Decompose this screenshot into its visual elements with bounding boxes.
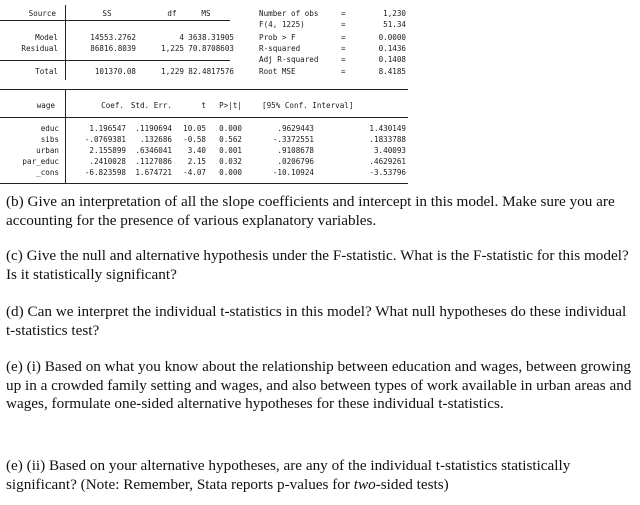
fit-stat-eq: =: [341, 33, 346, 42]
anova-row-df: 4: [179, 33, 184, 42]
anova-row-label: Total: [35, 67, 58, 76]
coef-row-ci-low: .0206796: [277, 157, 314, 166]
anova-row-ss: 14553.2762: [90, 33, 136, 42]
coef-row-ci-low: -10.10924: [272, 168, 314, 177]
anova-row-ms: 82.4817576: [188, 67, 234, 76]
anova-header-ss: SS: [102, 9, 112, 18]
coef-bottom-rule: [0, 183, 408, 184]
anova-row-ss: 101370.08: [94, 67, 136, 76]
fit-stat-eq: =: [341, 20, 346, 29]
anova-header-df: df: [167, 9, 177, 18]
anova-row-df: 1,225: [161, 44, 184, 53]
anova-row-ms: 70.8708603: [188, 44, 234, 53]
anova-row-ms: 3638.31905: [188, 33, 234, 42]
coef-row-t: -4.07: [183, 168, 206, 177]
fit-stat-value: 8.4185: [378, 67, 406, 76]
question-e-ii-tail: -sided tests): [375, 475, 449, 493]
coef-row-se: .6346041: [135, 146, 172, 155]
anova-row-label: Residual: [21, 44, 58, 53]
coef-row-se: .1127086: [135, 157, 172, 166]
fit-stat-value: 0.0000: [378, 33, 406, 42]
coef-header-coef: Coef.: [101, 101, 124, 110]
fit-stat-value: 0.1436: [378, 44, 406, 53]
fit-stat-eq: =: [341, 9, 346, 18]
coef-row-se: .1190694: [135, 124, 172, 133]
question-d: (d) Can we interpret the individual t-statistics in this model? What null hypotheses do these individual t-statistics test?: [6, 303, 627, 339]
coef-row-p: 0.000: [219, 168, 242, 177]
coef-row-p: 0.001: [219, 146, 242, 155]
coef-row-ci-low: -.3372551: [272, 135, 314, 144]
fit-stat-eq: =: [341, 44, 346, 53]
coef-row-var: _cons: [36, 168, 59, 177]
anova-row-ss: 86816.8039: [90, 44, 136, 53]
fit-stat-value: 51.34: [383, 20, 406, 29]
coef-row-var: par_educ: [22, 157, 59, 166]
coef-row-ci-low: .9629443: [277, 124, 314, 133]
fit-stat-eq: =: [341, 67, 346, 76]
anova-header-rule: [0, 20, 230, 21]
question-c: (c) Give the null and alternative hypothesis under the F-statistic. What is the F-statistic for this model? Is it statistically significant?: [6, 247, 629, 283]
coef-header-p: P>|t|: [219, 101, 242, 110]
coef-row-ci-high: 3.40093: [373, 146, 406, 155]
coef-row-ci-high: .4629261: [369, 157, 406, 166]
question-e-ii: [6, 457, 636, 494]
coef-row-coef: 2.155899: [89, 146, 126, 155]
coef-row-t: 3.40: [187, 146, 206, 155]
fit-stat-value: 0.1408: [378, 55, 406, 64]
question-e-i: (e) (i) Based on what you know about the relationship between education and wages, between growing up in a crowded family setting and wages, and also between types of work available in urban areas and wages, formulate one-sided alternative hypotheses for these individual t-statistics.: [6, 358, 632, 412]
coef-row-t: -0.58: [183, 135, 206, 144]
fit-stat-eq: =: [341, 55, 346, 64]
question-e-ii-text: (e) (ii) Based on your alternative hypotheses, are any of the individual t-statistics statistically significant? (Note: Remember, Stata reports p-values for: [6, 457, 571, 493]
question-b: (b) Give an interpretation of all the slope coefficients and intercept in this model. Make sure you are accounting for the presence of various explanatory variables.: [6, 193, 615, 229]
coef-row-coef: .2410028: [89, 157, 126, 166]
coef-row-var: sibs: [40, 135, 59, 144]
coef-row-se: 1.674721: [135, 168, 172, 177]
fit-stat-label: Adj R-squared: [259, 55, 319, 64]
fit-stat-label: Number of obs: [259, 9, 319, 18]
coef-header-se: Std. Err.: [130, 101, 172, 110]
anova-total-rule: [0, 60, 230, 61]
anova-row-label: Model: [35, 33, 58, 42]
anova-vertical-rule: [65, 5, 66, 80]
coef-row-var: educ: [40, 124, 59, 133]
coef-row-se: .132686: [139, 135, 172, 144]
coef-row-coef: -6.823598: [84, 168, 126, 177]
coef-row-ci-high: -3.53796: [369, 168, 406, 177]
fit-stat-value: 1,230: [383, 9, 406, 18]
question-e-ii-emphasis: two: [353, 475, 376, 493]
fit-stat-label: R-squared: [259, 44, 301, 53]
coef-row-ci-low: .9108678: [277, 146, 314, 155]
fit-stat-label: F(4, 1225): [259, 20, 305, 29]
anova-header-source: Source: [28, 9, 56, 18]
coef-row-coef: 1.196547: [89, 124, 126, 133]
coef-row-var: urban: [36, 146, 59, 155]
coef-header-rule: [0, 117, 408, 118]
coef-header-ci: [95% Conf. Interval]: [262, 101, 354, 110]
coef-header-t: t: [201, 101, 206, 110]
coef-row-t: 2.15: [187, 157, 206, 166]
fit-stat-label: Root MSE: [259, 67, 296, 76]
coef-vertical-rule: [65, 89, 66, 183]
coef-row-p: 0.032: [219, 157, 242, 166]
anova-row-df: 1,229: [161, 67, 184, 76]
coef-header-var: wage: [36, 101, 55, 110]
coef-row-coef: -.0769381: [84, 135, 126, 144]
coef-row-ci-high: 1.430149: [369, 124, 406, 133]
coef-row-ci-high: .1833788: [369, 135, 406, 144]
fit-stat-label: Prob > F: [259, 33, 296, 42]
coef-row-p: 0.562: [219, 135, 242, 144]
coef-row-t: 10.05: [183, 124, 206, 133]
coef-row-p: 0.000: [219, 124, 242, 133]
anova-header-ms: MS: [201, 9, 211, 18]
coef-top-rule: [0, 89, 408, 90]
